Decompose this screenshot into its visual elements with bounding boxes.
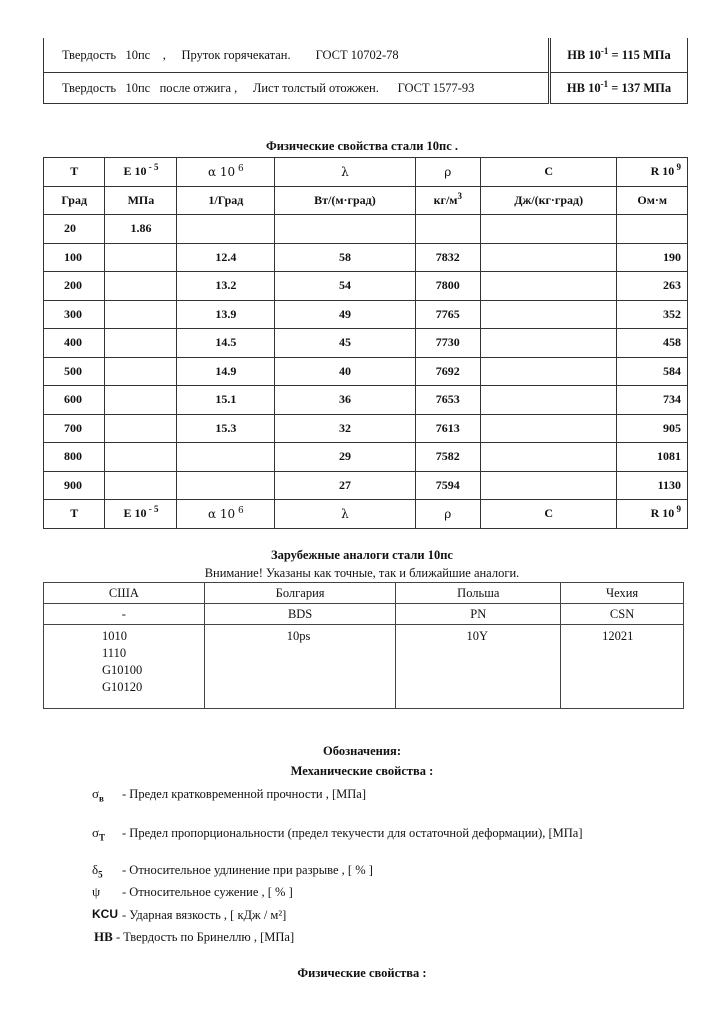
- physical-title: Физические свойства стали 10пс .: [265, 139, 459, 153]
- table-row: [44, 300, 688, 329]
- table-cell: 7800: [415, 272, 480, 301]
- physical-properties-table: [43, 157, 688, 529]
- table-cell: [480, 243, 616, 272]
- column-symbol: α 10 $^6$: [177, 158, 275, 187]
- legend-symbol: $\sigma_в$: [92, 786, 104, 804]
- legend-title: Обозначения:: [323, 744, 401, 758]
- table-cell: [105, 329, 177, 358]
- country-czech: Чехия: [561, 583, 684, 604]
- table-cell: 32: [275, 414, 415, 443]
- table-cell: [480, 300, 616, 329]
- column-symbol: T: [44, 158, 105, 187]
- hardness-value: HB $10^{-1} = 115$ МПа: [550, 38, 688, 73]
- table-cell: [617, 215, 688, 244]
- table-cell: 1.86: [105, 215, 177, 244]
- table-cell: [480, 357, 616, 386]
- column-unit: Вт/(м·град): [275, 186, 415, 215]
- table-cell: 500: [44, 357, 105, 386]
- table-cell: [480, 215, 616, 244]
- grades-czech: [561, 625, 684, 709]
- table-cell: 100: [44, 243, 105, 272]
- table-cell: 12.4: [177, 243, 275, 272]
- table-cell: 15.3: [177, 414, 275, 443]
- table-row: [44, 386, 688, 415]
- table-cell: [480, 272, 616, 301]
- table-cell: 584: [617, 357, 688, 386]
- grade: G10120: [102, 680, 143, 694]
- standard-csn: CSN: [561, 604, 684, 625]
- grades-bulgaria: [204, 625, 396, 709]
- grades-poland: [396, 625, 561, 709]
- column-unit: Ом·м: [617, 186, 688, 215]
- table-cell: 40: [275, 357, 415, 386]
- column-symbol: ρ: [415, 500, 480, 529]
- table-cell: 7692: [415, 357, 480, 386]
- table-row: [44, 73, 688, 104]
- table-row: [44, 625, 684, 709]
- table-cell: 400: [44, 329, 105, 358]
- table-cell: 54: [275, 272, 415, 301]
- table-cell: [105, 243, 177, 272]
- column-symbol: R 10 $^9$: [617, 158, 688, 187]
- table-row: [44, 215, 688, 244]
- legend-symbol: $\delta_5$: [92, 862, 103, 880]
- column-unit: Град: [44, 186, 105, 215]
- legend-symbol: KCU: [92, 907, 118, 921]
- table-cell: 1130: [617, 471, 688, 500]
- column-unit: Дж/(кг·град): [480, 186, 616, 215]
- country-bulgaria: Болгария: [204, 583, 396, 604]
- legend-symbol: HB: [94, 929, 113, 944]
- column-symbol: C: [480, 158, 616, 187]
- country-usa: США: [44, 583, 205, 604]
- table-cell: 800: [44, 443, 105, 472]
- table-cell: 7730: [415, 329, 480, 358]
- grade: G10100: [102, 663, 143, 677]
- table-cell: 7832: [415, 243, 480, 272]
- table-cell: 905: [617, 414, 688, 443]
- column-unit: 1/Град: [177, 186, 275, 215]
- column-symbol: C: [480, 500, 616, 529]
- column-symbol: λ: [275, 158, 415, 187]
- hardness-desc: Твердость 10пс , Пруток горячекатан. ГОСТ 10702-78: [44, 38, 550, 73]
- table-cell: [415, 215, 480, 244]
- table-row: [44, 604, 684, 625]
- standard-usa: -: [44, 604, 205, 625]
- table-cell: [105, 300, 177, 329]
- column-symbol: α 10 $^6$: [177, 500, 275, 529]
- table-cell: 14.5: [177, 329, 275, 358]
- table-header-row: [44, 158, 688, 187]
- table-cell: [105, 443, 177, 472]
- legend-subtitle: Механические свойства :: [290, 764, 434, 778]
- legend-desc: - Относительное сужение , [ % ]: [122, 885, 293, 899]
- table-cell: [480, 414, 616, 443]
- table-cell: 458: [617, 329, 688, 358]
- grade: 1110: [102, 646, 127, 660]
- grade: 1010: [102, 629, 127, 643]
- table-cell: 900: [44, 471, 105, 500]
- table-row: [44, 38, 688, 73]
- table-cell: 29: [275, 443, 415, 472]
- column-symbol: T: [44, 500, 105, 529]
- table-cell: 13.9: [177, 300, 275, 329]
- table-row: [44, 471, 688, 500]
- legend-symbol: ψ: [92, 884, 101, 899]
- column-symbol: R 10 $^9$: [617, 500, 688, 529]
- analogs-table: [43, 582, 684, 709]
- table-cell: 7765: [415, 300, 480, 329]
- table-cell: [105, 386, 177, 415]
- legend-desc: - Относительное удлинение при разрыве , [ % ]: [122, 863, 373, 877]
- table-cell: [177, 443, 275, 472]
- table-cell: [105, 414, 177, 443]
- column-unit: $кг/м^3$: [415, 186, 480, 215]
- hardness-desc: Твердость 10пс после отжига , Лист толстый отожжен. ГОСТ 1577-93: [44, 73, 550, 104]
- table-row: [44, 243, 688, 272]
- country-poland: Польша: [396, 583, 561, 604]
- table-cell: 734: [617, 386, 688, 415]
- table-cell: 263: [617, 272, 688, 301]
- standard-bds: BDS: [204, 604, 396, 625]
- table-cell: 352: [617, 300, 688, 329]
- standard-pn: PN: [396, 604, 561, 625]
- table-cell: 14.9: [177, 357, 275, 386]
- table-cell: [480, 329, 616, 358]
- table-cell: 300: [44, 300, 105, 329]
- table-cell: 600: [44, 386, 105, 415]
- grade: 12021: [602, 629, 634, 643]
- table-header-row: [44, 500, 688, 529]
- table-cell: [105, 357, 177, 386]
- table-cell: 15.1: [177, 386, 275, 415]
- table-row: [44, 414, 688, 443]
- table-units-row: [44, 186, 688, 215]
- legend-desc: - Предел кратковременной прочности , [МПа]: [122, 787, 367, 801]
- table-cell: 7613: [415, 414, 480, 443]
- legend-desc: - Ударная вязкость , [ кДж / м²]: [122, 908, 287, 922]
- table-cell: 36: [275, 386, 415, 415]
- table-cell: [480, 386, 616, 415]
- table-cell: [177, 471, 275, 500]
- grade: 10ps: [286, 629, 311, 643]
- legend-desc: - Предел пропорциональности (предел текучести для остаточной деформации), [МПа]: [122, 826, 583, 840]
- hardness-value: HB $10^{-1} = 137$ МПа: [550, 73, 688, 104]
- analogs-title: Зарубежные аналоги стали 10пс: [271, 548, 453, 562]
- table-row: [44, 583, 684, 604]
- table-cell: 1081: [617, 443, 688, 472]
- table-cell: [480, 443, 616, 472]
- grades-usa: [44, 625, 205, 709]
- legend-symbol: $\sigma_T$: [92, 825, 106, 843]
- table-cell: 49: [275, 300, 415, 329]
- table-cell: [275, 215, 415, 244]
- table-cell: [105, 272, 177, 301]
- legend-footer: Физические свойства :: [297, 966, 427, 980]
- table-cell: 7594: [415, 471, 480, 500]
- table-cell: [480, 471, 616, 500]
- analogs-note: Внимание! Указаны как точные, так и ближайшие аналоги.: [204, 566, 520, 580]
- grade: 10Y: [466, 629, 488, 643]
- hardness-table: [43, 38, 688, 104]
- table-cell: 7582: [415, 443, 480, 472]
- table-row: [44, 272, 688, 301]
- column-symbol: E 10 $^{- 5}$: [105, 500, 177, 529]
- column-symbol: E 10 $^{- 5}$: [105, 158, 177, 187]
- column-unit: МПа: [105, 186, 177, 215]
- legend-desc: - Твердость по Бринеллю , [МПа]: [116, 930, 295, 944]
- table-cell: [177, 215, 275, 244]
- table-row: [44, 329, 688, 358]
- table-cell: [105, 471, 177, 500]
- table-cell: 200: [44, 272, 105, 301]
- table-row: [44, 357, 688, 386]
- table-cell: 7653: [415, 386, 480, 415]
- table-cell: 58: [275, 243, 415, 272]
- table-cell: 27: [275, 471, 415, 500]
- table-cell: 190: [617, 243, 688, 272]
- column-symbol: λ: [275, 500, 415, 529]
- table-cell: 13.2: [177, 272, 275, 301]
- column-symbol: ρ: [415, 158, 480, 187]
- table-cell: 700: [44, 414, 105, 443]
- table-cell: 20: [44, 215, 105, 244]
- table-row: [44, 443, 688, 472]
- table-cell: 45: [275, 329, 415, 358]
